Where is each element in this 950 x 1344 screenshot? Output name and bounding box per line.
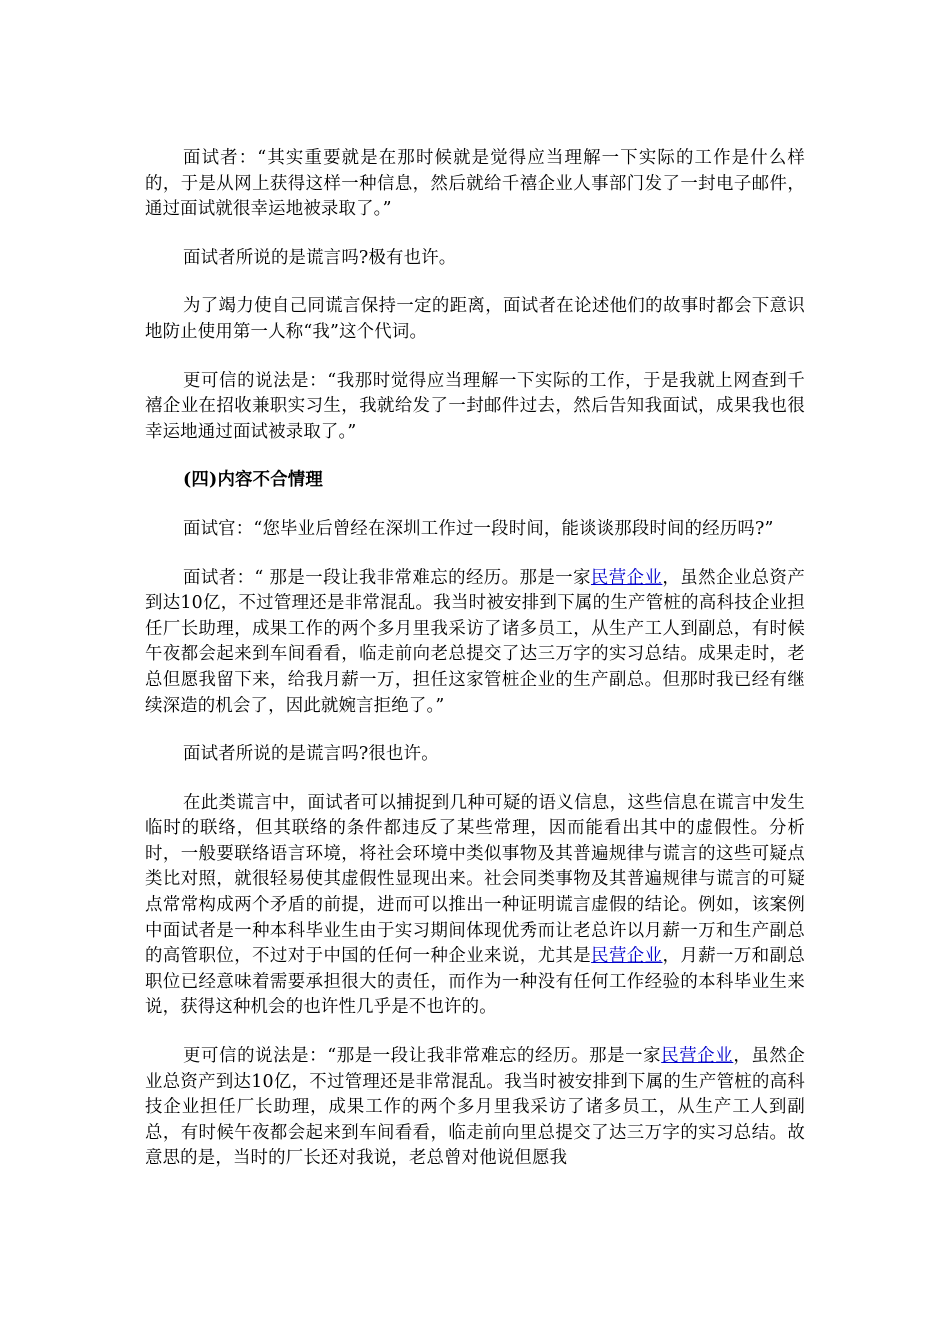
paragraph-text: ，月薪一万和副总职位已经意味着需要承担很大的责任，而作为一种没有任何工作经验的本科毕业生来说，获得这种机会的也许性几乎是不也许的。 <box>145 946 805 1018</box>
private-enterprise-link[interactable]: 民营企业 <box>591 946 663 967</box>
paragraph-text: 更可信的说法是：“那是一段让我非常难忘的经历。那是一家 <box>183 1046 662 1067</box>
private-enterprise-link[interactable]: 民营企业 <box>661 1046 734 1067</box>
paragraph-text: 面试者：“ 那是一段让我非常难忘的经历。那是一家 <box>183 567 591 588</box>
paragraph-text: 面试者：“其实重要就是在那时候就是觉得应当理解一下实际的工作是什么样的，于是从网上获得这样一种信息，然后就给千禧企业人事部门发了一封电子邮件，通过面试就很幸运地被录取了。” <box>145 148 805 220</box>
paragraph-text: 更可信的说法是：“我那时觉得应当理解一下实际的工作，于是我就上网查到千禧企业在招收兼职实习生，我就给发了一封邮件过去，然后告知我面试，成果我也很幸运地通过面试被录取了。” <box>145 370 805 442</box>
document-page <box>145 146 805 1195</box>
paragraph-text: 面试者所说的是谎言吗?极有也许。 <box>183 247 457 268</box>
paragraph <box>145 742 805 768</box>
paragraph <box>145 146 805 223</box>
section-heading-text: (四)内容不合情理 <box>183 470 323 491</box>
paragraph-text: ，虽然企业总资产到达10亿，不过管理还是非常混乱。我当时被安排到下属的生产管桩的高科技企业担任厂长助理，成果工作的两个多月里我采访了诸多员工，从生产工人到副总，有时候午夜都会起来到车间看看，临走前向老总提交了达三万字的实习总结。成果走时，老总但愿我留下来，给我月薪一万，担任这家管桩企业的生产副总。但那时我已经有继续深造的机会了，因此就婉言拒绝了。” <box>145 567 805 716</box>
paragraph <box>145 566 805 720</box>
private-enterprise-link[interactable]: 民营企业 <box>590 567 663 588</box>
paragraph-text: 在此类谎言中，面试者可以捕捉到几种可疑的语义信息，这些信息在谎言中发生临时的联络，但其联络的条件都违反了某些常理，因而能看出其中的虚假性。分析时，一般要联络语言环境，将社会环境中类似事物及其普遍规律与谎言的这些可疑点类比对照，就很轻易使其虚假性显现出来。社会同类事物及其普遍规律与谎言的可疑点常常构成两个矛盾的前提，进而可以推出一种证明谎言虚假的结论。例如，该案例中面试者是一种本科毕业生由于实习期间体现优秀而让老总许以月薪一万和生产副总的高管职位，不过对于中国的任何一种企业来说，尤其是 <box>145 792 805 967</box>
paragraph <box>145 517 805 543</box>
paragraph-text: 面试官：“您毕业后曾经在深圳工作过一段时间，能谈谈那段时间的经历吗?” <box>183 518 774 539</box>
paragraph-text: 面试者所说的是谎言吗?很也许。 <box>183 744 439 765</box>
paragraph-text: 为了竭力使自己同谎言保持一定的距离，面试者在论述他们的故事时都会下意识地防止使用第一人称“我”这个代词。 <box>145 296 805 342</box>
paragraph <box>145 791 805 1021</box>
section-heading <box>145 468 805 494</box>
paragraph <box>145 369 805 446</box>
paragraph <box>145 246 805 272</box>
paragraph-text: ，虽然企业总资产到达10亿，不过管理还是非常混乱。我当时被安排到下属的生产管桩的高科技企业担任厂长助理，成果工作的两个多月里我采访了诸多员工，从生产工人到副总，有时候午夜都会起来到车间看看，临走前向里总提交了达三万字的实习总结。故意思的是，当时的厂长还对我说，老总曾对他说但愿我 <box>145 1046 805 1169</box>
paragraph <box>145 1044 805 1172</box>
paragraph <box>145 294 805 345</box>
